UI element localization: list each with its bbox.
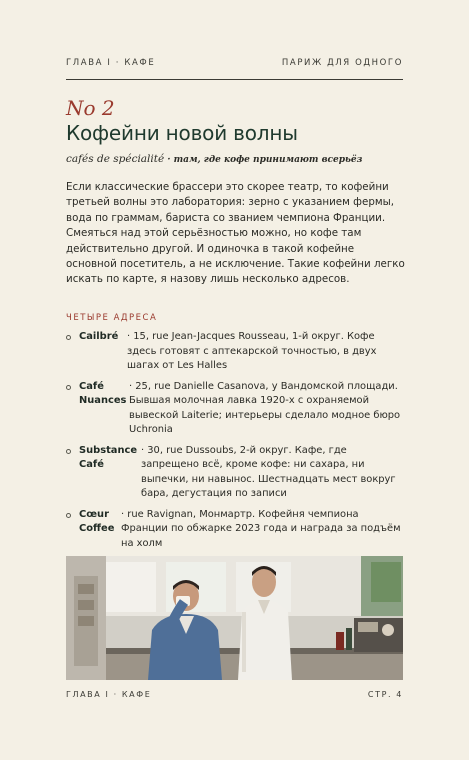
address-description: · rue Ravignan, Монмартр. Кофейня чемпиона Франции по обжарке 2023 года и награда за подъём на холм: [121, 508, 401, 549]
bullet-icon: [66, 385, 71, 390]
addresses-heading: ЧЕТЫРЕ АДРЕСА: [66, 313, 158, 323]
bullet-icon: [66, 335, 71, 340]
running-header: [66, 58, 403, 68]
intro-paragraph: Если классические брассери это скорее театр, то кофейни третьей волны это лаборатория: зерно с указанием фермы, вода по граммам, бариста со званием чемпиона Франции. Смеяться над этой серьёзностью можно, но кофе там действительно другой. И одиночка в такой кофейне основной посетитель, а не исключение. Такие кофейни легко искать по карте, я назову лишь несколько адресов.: [66, 181, 405, 286]
address-name: Cailbré: [79, 331, 119, 342]
cafe-photo-illustration: [66, 556, 403, 680]
bullet-icon: [66, 449, 71, 454]
page: [66, 0, 403, 760]
running-footer: [66, 690, 403, 699]
page-number: СТР. 4: [367, 690, 403, 699]
list-item: [66, 444, 403, 502]
header-chapter: ГЛАВА I · КАФЕ: [66, 58, 156, 68]
address-name: Café Nuances: [79, 380, 127, 406]
chapter-number: No 2: [66, 96, 115, 120]
bullet-icon: [66, 513, 71, 518]
subtitle: [66, 153, 362, 165]
subtitle-main: cafés de spécialité: [66, 153, 165, 165]
cafe-photo: [66, 556, 403, 680]
address-name: Substance Café: [79, 444, 138, 470]
address-description: · 25, rue Danielle Casanova, у Вандомской площади. Бывшая молочная лавка 1920-х с охраняемой вывеской Laiterie; интерьеры сделало модное бюро Uchronia: [129, 380, 401, 435]
subtitle-tail: · там, где кофе принимают всерьёз: [164, 155, 363, 165]
list-item: [66, 330, 403, 374]
address-description: · 15, rue Jean-Jacques Rousseau, 1-й округ. Кофе здесь готовят с аптекарской точностью, в двух шагах от Les Halles: [127, 331, 377, 371]
address-list: [66, 330, 403, 551]
footer-chapter: ГЛАВА I · КАФЕ: [66, 690, 152, 699]
address-name: Cœur Coffee: [79, 508, 115, 534]
page-title: Кофейни новой волны: [66, 121, 298, 145]
address-description: · 30, rue Dussoubs, 2-й округ. Кафе, где запрещено всё, кроме кофе: ни сахара, ни выпечки, ни навынос. Шестнадцать мест вокруг бара, дегустация по записи: [141, 444, 396, 499]
list-item: [66, 380, 403, 438]
header-divider: [66, 79, 403, 80]
header-book-title: ПАРИЖ ДЛЯ ОДНОГО: [281, 58, 403, 68]
list-item: [66, 508, 403, 552]
